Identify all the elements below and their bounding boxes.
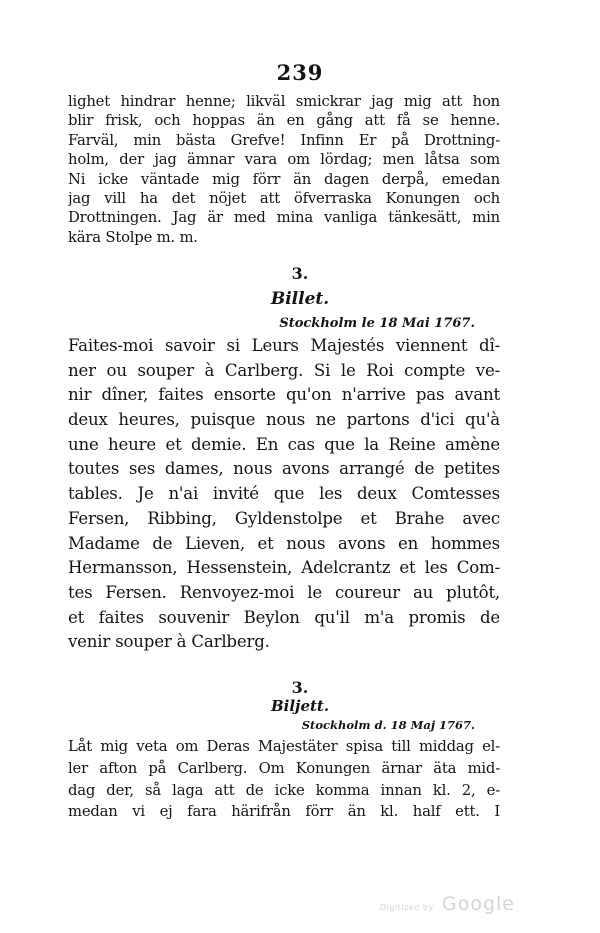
text-line: jag vill ha det nöjet att öfverraska Konungen och [68, 189, 500, 207]
text-line: Ni icke väntade mig förr än dagen derpå, emedan [68, 170, 500, 188]
text-line: deux heures, puisque nous ne partons d'ici qu'à [68, 410, 500, 430]
text-line: Farväl, min bästa Grefve! Infinn Er på Drottning- [68, 131, 500, 149]
watermark-small-text: Digitized by [380, 903, 434, 912]
text-line: ler afton på Carlberg. Om Konungen ärnar äta mid- [68, 759, 500, 777]
text-line: lighet hindrar henne; likväl smickrar jag mig att hon [68, 93, 500, 110]
text-line: tables. Je n'ai invité que les deux Comtesses [68, 484, 500, 504]
swedish-letter-continuation [68, 92, 500, 247]
text-line: tes Fersen. Renvoyez-moi le coureur au plutôt, [68, 582, 500, 602]
text-line: Fersen, Ribbing, Gyldenstolpe et Brahe avec [68, 508, 500, 528]
text-line: nir dîner, faites ensorte qu'on n'arrive pas avant [68, 385, 500, 405]
section-number-french: 3. [291, 264, 309, 283]
watermark-logo-text: Google [442, 893, 516, 915]
section-heading-french: Billet. [270, 289, 330, 309]
text-line: Drottningen. Jag är med mina vanliga tänkesätt, min [68, 209, 500, 227]
page-number: 239 [276, 60, 324, 85]
text-line: holm, der jag ämnar vara om lördag; men låtsa som [68, 151, 500, 169]
swedish-biljett-body [68, 736, 500, 823]
text-line: dag der, så laga att de icke komma innan kl. 2, e- [68, 781, 500, 799]
google-watermark [380, 893, 530, 921]
text-line: Madame de Lieven, et nous avons en hommes [68, 533, 500, 553]
text-line: et faites souvenir Beylon qu'il m'a promis de [68, 607, 500, 627]
text-line: kära Stolpe m. m. [68, 228, 198, 246]
text-line: venir souper à Carlberg. [68, 632, 270, 652]
text-line: toutes ses dames, nous avons arrangé de petites [68, 459, 500, 479]
section-heading-swedish: Biljett. [270, 697, 330, 715]
text-line: une heure et demie. En cas que la Reine amène [68, 434, 500, 454]
text-line: medan vi ej fara härifrån förr än kl. half ett. I [68, 803, 500, 821]
text-line: ner ou souper à Carlberg. Si le Roi compte ve- [68, 360, 500, 380]
dateline-swedish: Stockholm d. 18 Maj 1767. [301, 718, 475, 732]
dateline-french: Stockholm le 18 Mai 1767. [279, 316, 475, 331]
section-number-swedish: 3. [291, 678, 309, 697]
french-billet-body [68, 334, 500, 655]
text-line: Hermansson, Hessenstein, Adelcrantz et les Com- [68, 558, 500, 578]
text-line: Faites-moi savoir si Leurs Majestés viennent dî- [68, 336, 500, 355]
text-line: Låt mig veta om Deras Majestäter spisa till middag el- [68, 738, 500, 755]
text-line: blir frisk, och hoppas än en gång att få se henne. [68, 112, 500, 130]
